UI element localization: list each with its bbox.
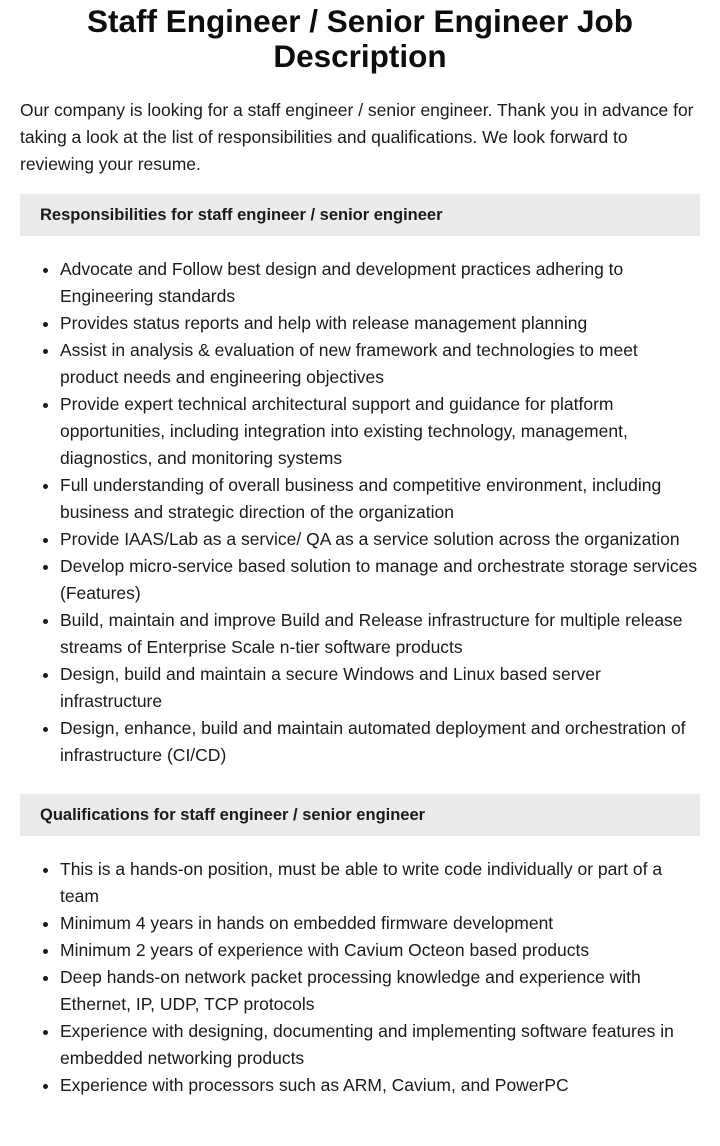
- intro-paragraph: Our company is looking for a staff engineer / senior engineer. Thank you in advance for taking a look at the list of responsibilities and qualifications. We look forward to reviewing your resume.: [20, 100, 694, 174]
- list-item: Provide IAAS/Lab as a service/ QA as a service solution across the organization: [60, 526, 700, 553]
- list-item: Assist in analysis & evaluation of new framework and technologies to meet product needs and engineering objectives: [60, 337, 700, 391]
- list-item: Design, build and maintain a secure Windows and Linux based server infrastructure: [60, 661, 700, 715]
- list-item: Minimum 2 years of experience with Cavium Octeon based products: [60, 937, 700, 964]
- qualifications-heading: Qualifications for staff engineer / senior engineer: [20, 794, 700, 836]
- list-item: Provide expert technical architectural support and guidance for platform opportunities, including integration into existing technology, management, diagnostics, and monitoring systems: [60, 391, 700, 472]
- list-item: Experience with designing, documenting and implementing software features in embedded networking products: [60, 1018, 700, 1072]
- list-item: Minimum 4 years in hands on embedded firmware development: [60, 910, 700, 937]
- list-item: This is a hands-on position, must be able to write code individually or part of a team: [60, 856, 700, 910]
- list-item: Design, enhance, build and maintain automated deployment and orchestration of infrastructure (CI/CD): [60, 715, 700, 769]
- list-item: Provides status reports and help with release management planning: [60, 310, 700, 337]
- list-item: Build, maintain and improve Build and Release infrastructure for multiple release streams of Enterprise Scale n-tier software products: [60, 607, 700, 661]
- list-item: Deep hands-on network packet processing knowledge and experience with Ethernet, IP, UDP, TCP protocols: [60, 964, 700, 1018]
- responsibilities-heading: Responsibilities for staff engineer / senior engineer: [20, 194, 700, 236]
- list-item: Advocate and Follow best design and development practices adhering to Engineering standards: [60, 256, 700, 310]
- page-title: Staff Engineer / Senior Engineer Job Description: [86, 3, 634, 74]
- list-item: Full understanding of overall business and competitive environment, including business and strategic direction of the organization: [60, 472, 700, 526]
- responsibilities-list: [20, 256, 700, 769]
- list-item: Develop micro-service based solution to manage and orchestrate storage services (Features): [60, 553, 700, 607]
- qualifications-list: [20, 856, 700, 1099]
- list-item: Experience with processors such as ARM, Cavium, and PowerPC: [60, 1072, 700, 1099]
